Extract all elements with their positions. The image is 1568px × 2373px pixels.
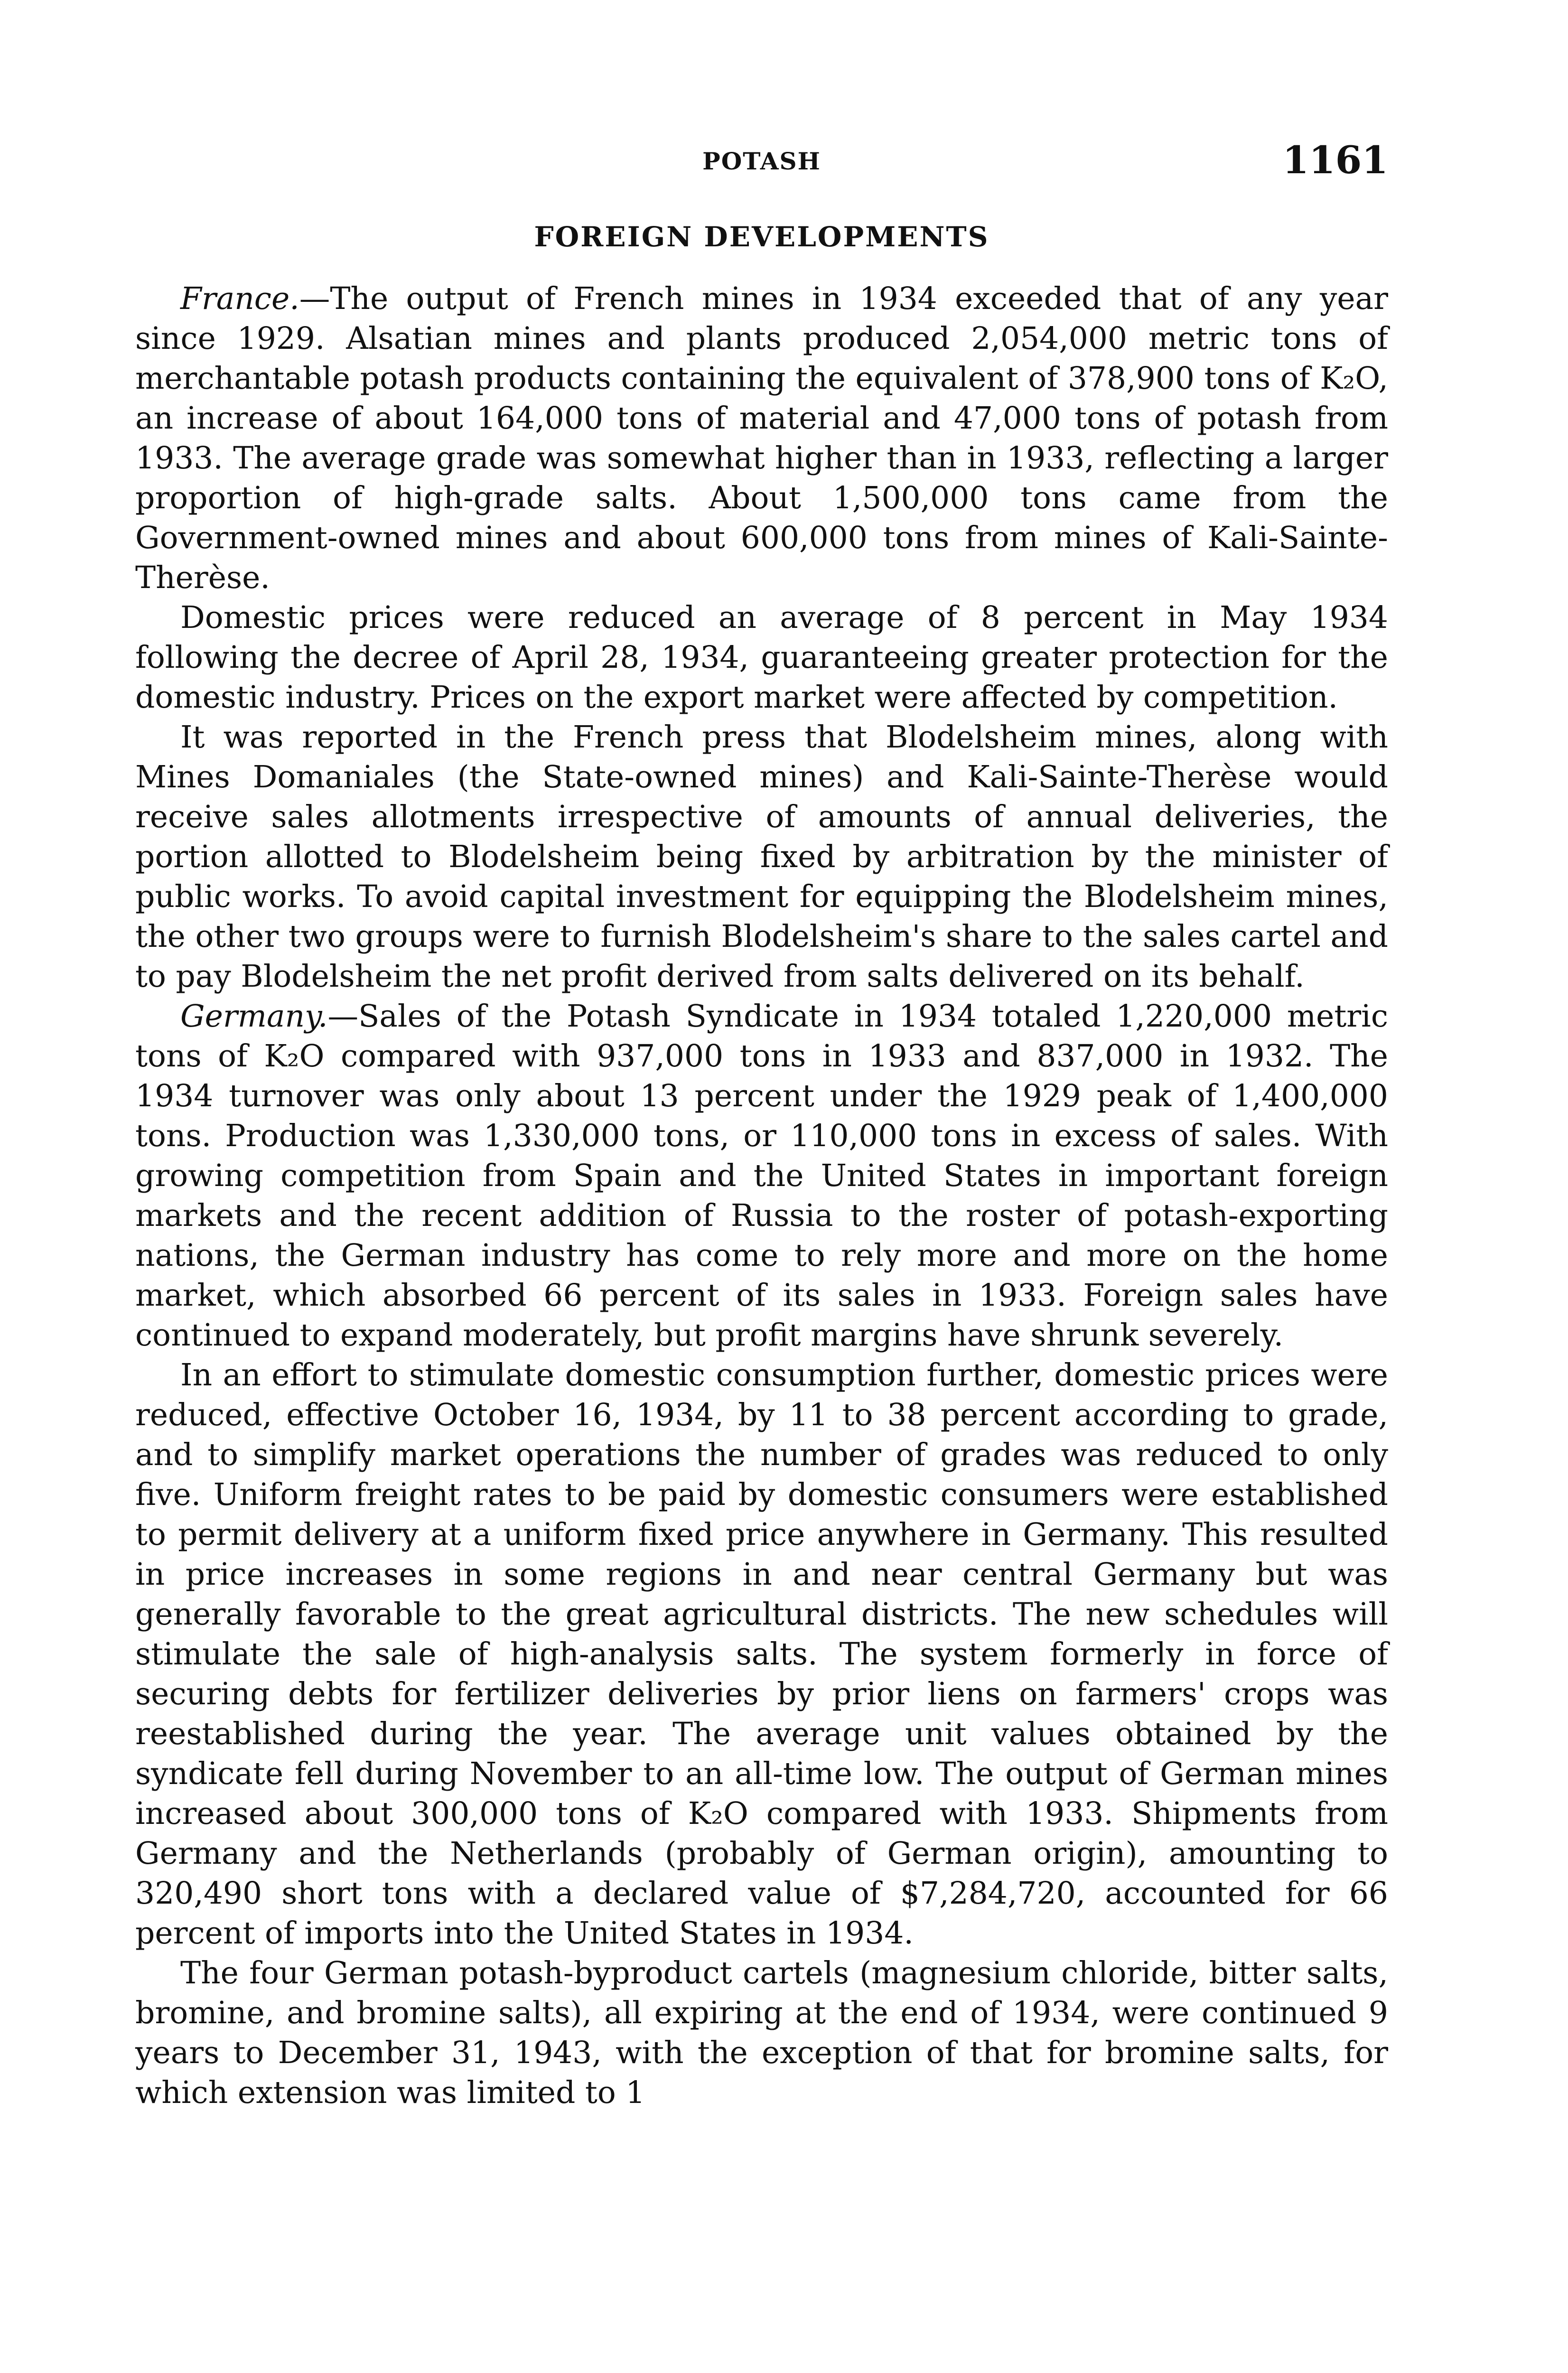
paragraph-text: —The output of French mines in 1934 exceeded that of any year since 1929. Alsatian mines and plants produced 2,054,000 metric tons of merchantable potash products containing the equivalent of 378,900 tons of K₂O, an increase of about 164,000 tons of material and 47,000 tons of potash from 1933. The average grade was somewhat higher than in 1933, reflecting a larger proportion of high-grade salts. About 1,500,000 tons came from the Government-owned mines and about 600,000 tons from mines of Kali-Sainte-Therèse. <box>135 281 1388 596</box>
paragraph-lead-france: France. <box>180 281 299 317</box>
paragraph-byproduct-cartels <box>135 1953 1388 2113</box>
paragraph-blodelsheim <box>135 718 1388 997</box>
paragraph-domestic-consumption <box>135 1355 1388 1953</box>
paragraph-text: Domestic prices were reduced an average of 8 percent in May 1934 following the decree of April 28, 1934, guaranteeing greater protection for the domestic industry. Prices on the export market were affected by competition. <box>135 600 1388 715</box>
paragraph-text: It was reported in the French press that Blodelsheim mines, along with Mines Domaniales (the State-owned mines) and Kali-Sainte-Therèse would receive sales allotments irrespective of amounts of annual deliveries, the portion allotted to Blodelsheim being fixed by arbitration by the minister of public works. To avoid capital investment for equipping the Blodelsheim mines, the other two groups were to furnish Blodelsheim's share to the sales cartel and to pay Blodelsheim the net profit derived from salts delivered on its behalf. <box>135 719 1388 994</box>
page-number: 1161 <box>1282 138 1388 182</box>
paragraph-text: —Sales of the Potash Syndicate in 1934 totaled 1,220,000 metric tons of K₂O compared with 937,000 tons in 1933 and 837,000 in 1932. The 1934 turnover was only about 13 percent under the 1929 peak of 1,400,000 tons. Production was 1,330,000 tons, or 110,000 tons in excess of sales. With growing competition from Spain and the United States in important foreign markets and the recent addition of Russia to the roster of potash-exporting nations, the German industry has come to rely more and more on the home market, which absorbed 66 percent of its sales in 1933. Foreign sales have continued to expand moderately, but profit margins have shrunk severely. <box>135 999 1388 1353</box>
section-title: FOREIGN DEVELOPMENTS <box>534 221 989 253</box>
paragraph-text: In an effort to stimulate domestic consumption further, domestic prices were reduced, effective October 16, 1934, by 11 to 38 percent according to grade, and to simplify market operations the number of grades was reduced to only five. Uniform freight rates to be paid by domestic consumers were established to permit delivery at a uniform fixed price anywhere in Germany. This resulted in price increases in some regions in and near central Germany but was generally favorable to the great agricultural districts. The new schedules will stimulate the sale of high-analysis salts. The system formerly in force of securing debts for fertilizer deliveries by prior liens on farmers' crops was reestablished during the year. The average unit values obtained by the syndicate fell during November to an all-time low. The output of German mines increased about 300,000 tons of K₂O compared with 1933. Shipments from Germany and the Netherlands (probably of German origin), amounting to 320,490 short tons with a declared value of $7,284,720, accounted for 66 percent of imports into the United States in 1934. <box>135 1357 1388 1951</box>
running-head <box>135 138 1388 195</box>
paragraph-lead-germany: Germany. <box>180 999 328 1034</box>
running-title: POTASH <box>702 147 821 175</box>
paragraph-domestic-prices <box>135 598 1388 718</box>
paragraph-text: The four German potash-byproduct cartels (magnesium chloride, bitter salts, bromine, and bromine salts), all expiring at the end of 1934, were continued 9 years to December 31, 1943, with the exception of that for bromine salts, for which extension was limited to 1 <box>135 1955 1388 2111</box>
paragraph-france <box>135 279 1388 598</box>
paragraph-germany <box>135 997 1388 1355</box>
document-page <box>135 138 1388 2113</box>
